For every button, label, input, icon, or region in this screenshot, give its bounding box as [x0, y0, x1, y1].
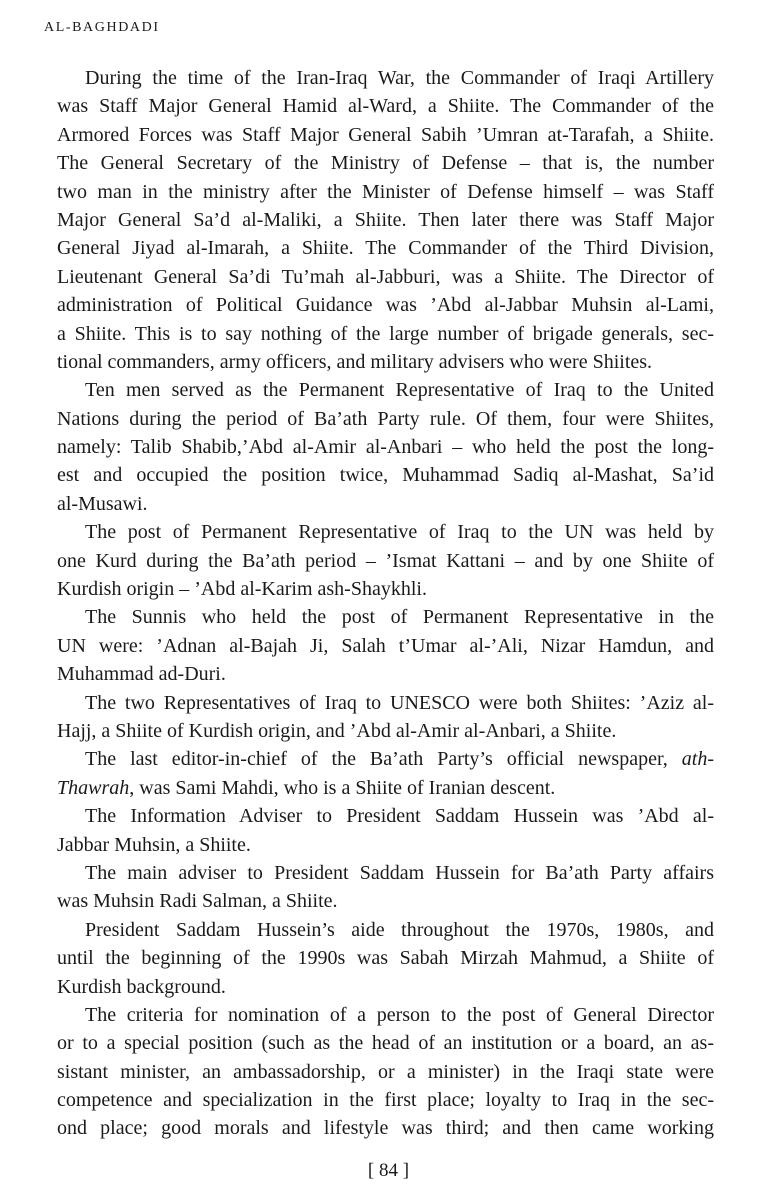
body-text [57, 64, 714, 1143]
text-line: Jabbar Muhsin, a Shiite. [57, 833, 251, 856]
text-line [57, 774, 714, 802]
text-line: President Saddam Hussein’s aide throughout the 1970s, 1980s, and [85, 918, 714, 941]
text-line: was Muhsin Radi Salman, a Shiite. [57, 890, 338, 913]
text-line: During the time of the Iran-Iraq War, the Commander of Iraqi Artillery [85, 67, 714, 89]
text-line: The post of Permanent Representative of Iraq to the UN was held by [85, 521, 714, 544]
text-line: competence and specialization in the first place; loyalty to Iraq in the sec- [57, 1089, 714, 1112]
text-line: est and occupied the position twice, Muhammad Sadiq al-Mashat, Sa’id [57, 464, 714, 487]
text-line: tional commanders, army officers, and military advisers who were Shiites. [57, 350, 653, 373]
newspaper-title-italic: Thawrah [57, 776, 130, 799]
text-line: UN were: ’Adnan al-Bajah Ji, Salah t’Umar al-’Ali, Nizar Hamdun, and [57, 634, 714, 657]
text-line: Hajj, a Shiite of Kurdish origin, and ’Abd al-Amir al-Anbari, a Shiite. [57, 719, 617, 742]
text-line: Kurdish background. [57, 975, 226, 998]
text-line: Kurdish origin – ’Abd al-Karim ash-Shaykhli. [57, 578, 427, 601]
text-line: or to a special position (such as the head of an institution or a board, an as- [57, 1032, 714, 1055]
text-line: The criteria for nomination of a person to the post of General Director [85, 1003, 714, 1026]
text-line: Armored Forces was Staff Major General Sabih ’Umran at-Tarafah, a Shiite. [57, 123, 714, 146]
text-line: The Sunnis who held the post of Permanent Representative in the [85, 606, 714, 629]
text-line: The main adviser to President Saddam Hussein for Ba’ath Party affairs [85, 861, 714, 884]
newspaper-title-italic: ath- [681, 748, 714, 771]
page-number: [ 84 ] [367, 1160, 410, 1181]
text-line: namely: Talib Shabib,’Abd al-Amir al-Anbari – who held the post the long- [57, 436, 714, 459]
text-line: Ten men served as the Permanent Representative of Iraq to the United [85, 379, 714, 402]
text-line: Lieutenant General Sa’di Tu’mah al-Jabburi, was a Shiite. The Director of [57, 265, 714, 288]
text-segment: The last editor-in-chief of the Ba’ath Party’s official newspaper, [85, 748, 682, 771]
text-line: one Kurd during the Ba’ath period – ’Ismat Kattani – and by one Shiite of [57, 549, 714, 572]
text-line: al-Musawi. [57, 492, 148, 515]
text-line: ond place; good morals and lifestyle was third; and then came working [57, 1117, 714, 1140]
text-segment: , was Sami Mahdi, who is a Shiite of Iranian descent. [129, 776, 556, 799]
text-line: Major General Sa’d al-Maliki, a Shiite. Then later there was Staff Major [57, 208, 714, 231]
text-line: was Staff Major General Hamid al-Ward, a Shiite. The Commander of the [57, 95, 714, 118]
text-line: two man in the ministry after the Minister of Defense himself – was Staff [57, 180, 714, 203]
text-line [57, 745, 714, 773]
text-line: The General Secretary of the Ministry of Defense – that is, the number [57, 152, 714, 175]
text-line: Nations during the period of Ba’ath Party rule. Of them, four were Shiites, [57, 407, 714, 430]
text-line: General Jiyad al-Imarah, a Shiite. The Commander of the Third Division, [57, 237, 714, 260]
text-line: sistant minister, an ambassadorship, or a minister) in the Iraqi state were [57, 1060, 714, 1083]
text-line: Muhammad ad-Duri. [57, 663, 226, 686]
text-line: a Shiite. This is to say nothing of the large number of brigade generals, sec- [57, 322, 714, 345]
text-line: administration of Political Guidance was ’Abd al-Jabbar Muhsin al-Lami, [57, 294, 714, 317]
text-line: The Information Adviser to President Saddam Hussein was ’Abd al- [85, 805, 714, 828]
text-line: until the beginning of the 1990s was Sabah Mirzah Mahmud, a Shiite of [57, 947, 714, 970]
running-head: AL-BAGHDADI [44, 20, 160, 35]
text-line: The two Representatives of Iraq to UNESCO were both Shiites: ’Aziz al- [85, 691, 714, 714]
